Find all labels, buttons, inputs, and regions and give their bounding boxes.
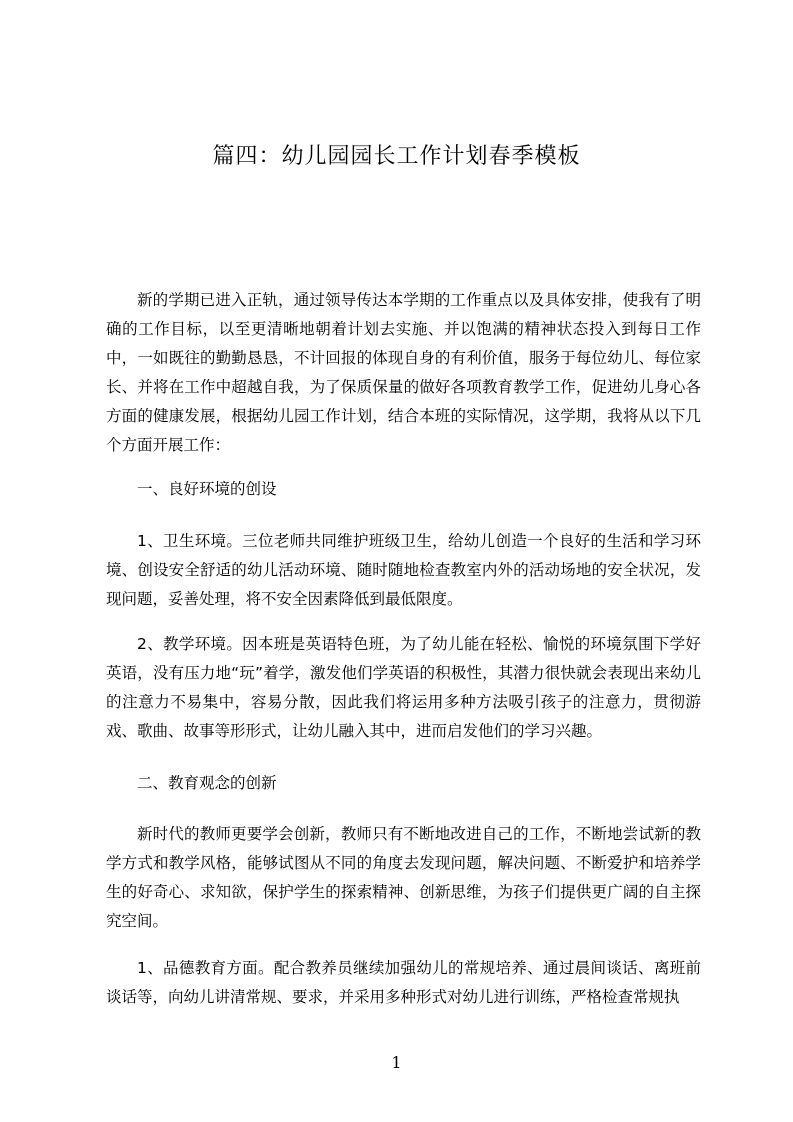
section-heading-environment: 一、良好环境的创设 — [137, 480, 277, 498]
paragraph-moral-education: 1、品德教育方面。配合教养员继续加强幼儿的常规培养、通过晨间谈话、离班前谈话等，向幼儿讲清常规、要求，并采用多种形式对幼儿进行训练，严格检查常规执 — [106, 959, 701, 1006]
document-title: 篇四：幼儿园园长工作计划春季模板 — [212, 144, 581, 169]
paragraph-innovation: 新时代的教师更要学会创新，教师只有不断地改进自己的工作，不断地尝试新的教学方式和教学风格，能够试图从不同的角度去发现问题，解决问题、不断爱护和培养学生的好奇心、求知欲，保护学生的探索精神、创新思维，为孩子们提供更广阔的自主探究空间。 — [106, 825, 701, 930]
paragraph-hygiene-environment: 1、卫生环境。三位老师共同维护班级卫生，给幼儿创造一个良好的生活和学习环境、创设安全舒适的幼儿活动环境、随时随地检查教室内外的活动场地的安全状况，发现问题，妥善处理，将不安全因素降低到最低限度。 — [106, 532, 701, 608]
intro-paragraph: 新的学期已进入正轨，通过领导传达本学期的工作重点以及具体安排，使我有了明确的工作目标，以至更清晰地朝着计划去实施、并以饱满的精神状态投入到每日工作中，一如既往的勤勤恳恳，不计回报的体现自身的有利价值，服务于每位幼儿、每位家长、并将在工作中超越自我，为了保质保量的做好各项教育教学工作，促进幼儿身心各方面的健康发展，根据幼儿园工作计划，结合本班的实际情况，这学期，我将从以下几个方面开展工作： — [106, 291, 701, 454]
paragraph-teaching-environment: 2、教学环境。因本班是英语特色班，为了幼儿能在轻松、愉悦的环境氛围下学好英语，没有压力地“玩”着学，激发他们学英语的积极性，其潜力很快就会表现出来幼儿的注意力不易集中，容易分散，因此我们将运用多种方法吸引孩子的注意力，贯彻游戏、歌曲、故事等形形式，让幼儿融入其中，进而启发他们的学习兴趣。 — [106, 635, 701, 740]
page-number: 1 — [391, 1053, 402, 1072]
section-heading-innovation: 二、教育观念的创新 — [137, 774, 277, 792]
